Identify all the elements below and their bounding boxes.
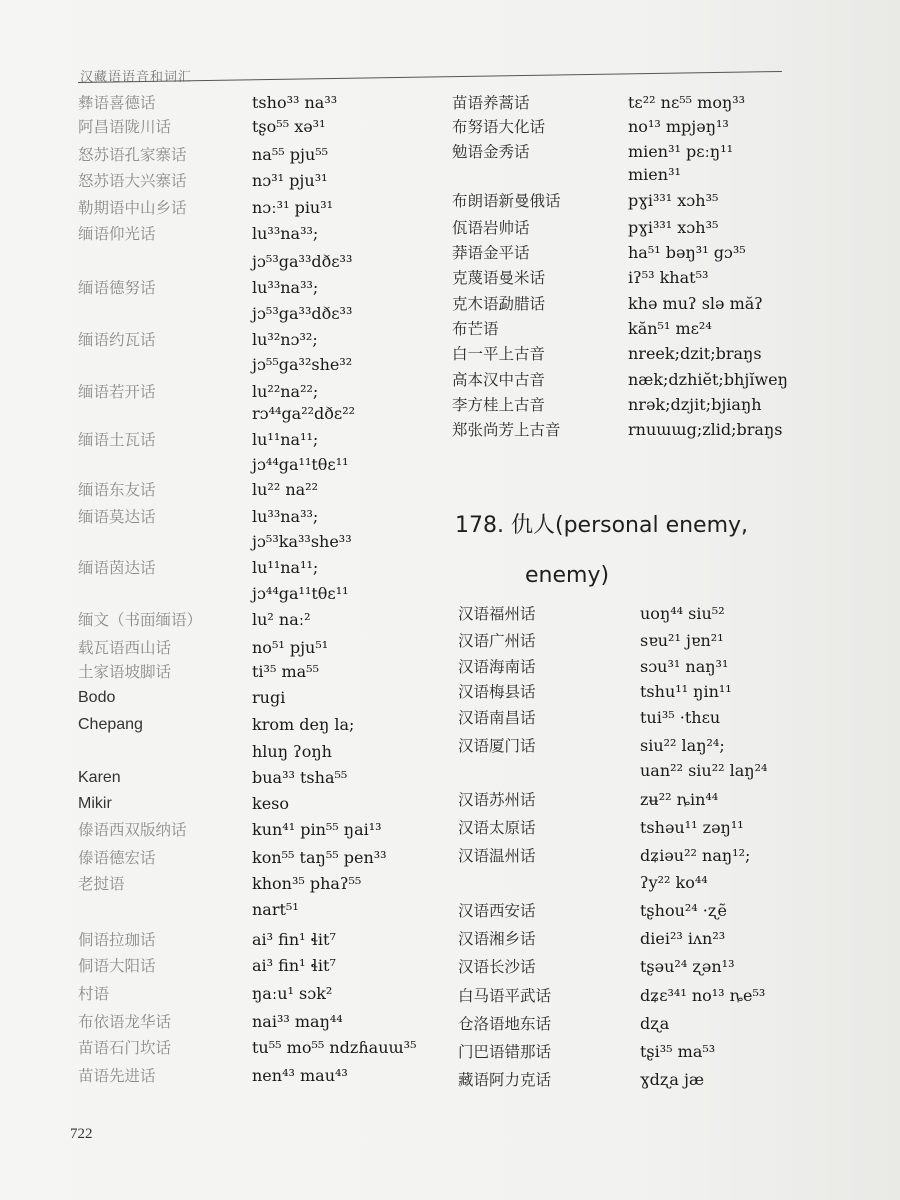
enemy-entry-label: 汉语厦门话 <box>458 737 536 755</box>
left-entry-value: jɔ⁵⁵ga³²she³² <box>252 355 353 374</box>
enemy-entry-value: zʉ²² ȵin⁴⁴ <box>640 790 719 809</box>
left-entry-value: keso <box>252 794 290 813</box>
left-entry-value: ai³ fin¹ ɬit⁷ <box>252 930 336 949</box>
right-entry-label: 白一平上古音 <box>452 345 546 363</box>
enemy-entry-value: ʔy²² ko⁴⁴ <box>640 873 708 892</box>
enemy-entry-label: 藏语阿力克话 <box>458 1071 552 1089</box>
right-entry-value: iʔ⁵³ khat⁵³ <box>628 268 709 287</box>
left-entry-label: 缅语东友话 <box>78 481 156 499</box>
left-entry-label: 侗语大阳话 <box>78 957 156 975</box>
right-entry-value: nreek;dzit;braŋs <box>628 344 762 363</box>
right-entry-value: no¹³ mpjəŋ¹³ <box>628 117 729 136</box>
left-entry-value: na⁵⁵ pju⁵⁵ <box>252 145 329 164</box>
right-entry-value: pɣi³³¹ xɔh³⁵ <box>628 218 719 237</box>
right-entry-label: 佤语岩帅话 <box>452 219 530 237</box>
running-head: 汉藏语语音和词汇 <box>80 70 193 85</box>
left-entry-label: 苗语先进话 <box>78 1067 156 1085</box>
left-entry-label: Bodo <box>78 689 116 706</box>
enemy-entry-value: tshu¹¹ ŋin¹¹ <box>640 682 732 701</box>
left-entry-value: khon³⁵ phaʔ⁵⁵ <box>252 874 362 893</box>
enemy-entry-value: ɣdʐa jæ <box>640 1070 705 1089</box>
left-entry-value: ai³ fin¹ ɬit⁷ <box>252 956 336 975</box>
left-entry-value: jɔ⁵³ga³³dðɛ³³ <box>252 304 353 323</box>
enemy-entry-value: dʐa <box>640 1014 670 1033</box>
section-heading-cont <box>525 563 609 588</box>
left-entry-label: Chepang <box>78 716 143 733</box>
right-entry-value: khə muʔ slə măʔ <box>628 294 763 313</box>
left-entry-label: 怒苏语大兴寨话 <box>78 172 187 190</box>
left-entry-value: tʂo⁵⁵ xə³¹ <box>252 117 326 136</box>
left-entry-value: kun⁴¹ pin⁵⁵ ŋai¹³ <box>252 820 382 839</box>
right-entry-value: næk;dzhiĕt;bhjĭweŋ <box>628 370 788 389</box>
left-entry-value: lu³³na³³; <box>252 278 319 297</box>
left-entry-value: lu¹¹na¹¹; <box>252 430 319 449</box>
left-entry-value: krom deŋ la; <box>252 715 355 734</box>
enemy-entry-value: dʑɛ³⁴¹ no¹³ ȵe⁵³ <box>640 986 766 1005</box>
enemy-entry-label: 白马语平武话 <box>458 987 552 1005</box>
left-entry-value: ti³⁵ ma⁵⁵ <box>252 662 319 681</box>
right-entry-label: 高本汉中古音 <box>452 371 546 389</box>
left-entry-label: 缅语茵达话 <box>78 559 156 577</box>
right-entry-label: 李方桂上古音 <box>452 396 546 414</box>
enemy-entry-value: dʑiəu²² naŋ¹²; <box>640 846 751 865</box>
enemy-entry-label: 汉语广州话 <box>458 632 536 650</box>
left-entry-value: no⁵¹ pju⁵¹ <box>252 638 329 657</box>
right-entry-value: ha⁵¹ bəŋ³¹ gɔ³⁵ <box>628 243 746 262</box>
enemy-entry-label: 汉语南昌话 <box>458 709 536 727</box>
right-entry-label: 郑张尚芳上古音 <box>452 421 561 439</box>
section-title-zh: 仇人 <box>510 513 555 538</box>
enemy-entry-value: tshəu¹¹ zəŋ¹¹ <box>640 818 744 837</box>
right-entry-label: 布努语大化话 <box>452 118 546 136</box>
enemy-entry-value: sɐu²¹ jɐn²¹ <box>640 631 724 650</box>
right-entry-label: 苗语养蒿话 <box>452 94 530 112</box>
section-title-en-2: enemy) <box>525 563 610 588</box>
left-entry-value: lu³³na³³; <box>252 507 319 526</box>
enemy-entry-value: tʂhou²⁴ ·ʐẽ <box>640 901 727 920</box>
left-entry-value: jɔ⁵³ka³³she³³ <box>252 532 352 551</box>
enemy-entry-value: tʂi³⁵ ma⁵³ <box>640 1042 716 1061</box>
enemy-entry-label: 仓洛语地东话 <box>458 1015 552 1033</box>
enemy-entry-label: 汉语太原话 <box>458 819 536 837</box>
right-entry-value: mien³¹ <box>628 165 681 184</box>
left-entry-label: Karen <box>78 769 121 786</box>
left-entry-label: 侗语拉珈话 <box>78 931 156 949</box>
left-entry-value: jɔ⁴⁴ga¹¹tθɛ¹¹ <box>252 455 349 474</box>
left-entry-label: 缅语德努话 <box>78 279 156 297</box>
left-entry-value: lu²²na²²; <box>252 382 319 401</box>
section-heading <box>455 508 748 539</box>
left-entry-label: 载瓦语西山话 <box>78 639 172 657</box>
enemy-entry-label: 汉语湘乡话 <box>458 930 536 948</box>
left-entry-label: 傣语西双版纳话 <box>78 821 187 839</box>
left-entry-label: 布依语龙华话 <box>78 1013 172 1031</box>
enemy-entry-label: 汉语苏州话 <box>458 791 536 809</box>
enemy-entry-value: sɔu³¹ naŋ³¹ <box>640 657 729 676</box>
enemy-entry-value: uoŋ⁴⁴ siu⁵² <box>640 604 725 623</box>
left-entry-label: 阿昌语陇川话 <box>78 118 172 136</box>
left-entry-label: 勒期语中山乡话 <box>78 199 187 217</box>
left-entry-value: jɔ⁵³ga³³dðɛ³³ <box>252 252 353 271</box>
left-entry-label: 苗语石门坎话 <box>78 1039 172 1057</box>
left-entry-label: 彝语喜德话 <box>78 94 156 112</box>
left-entry-value: bua³³ tsha⁵⁵ <box>252 768 348 787</box>
left-entry-label: Mikir <box>78 795 112 812</box>
left-entry-value: nɔ³¹ pju³¹ <box>252 171 328 190</box>
right-entry-value: nrək;dzjit;bjiaŋh <box>628 395 762 414</box>
left-entry-label: 缅语莫达话 <box>78 508 156 526</box>
enemy-entry-value: tui³⁵ ·thɛu <box>640 708 721 727</box>
left-entry-label: 缅语土瓦话 <box>78 431 156 449</box>
enemy-entry-label: 汉语梅县话 <box>458 683 536 701</box>
left-entry-value: lu³³na³³; <box>252 224 319 243</box>
left-entry-label: 缅语仰光话 <box>78 225 156 243</box>
right-entry-label: 布朗语新曼俄话 <box>452 192 561 210</box>
left-entry-label: 缅语约瓦话 <box>78 331 156 349</box>
right-entry-value: rnuɯɯg;zlid;braŋs <box>628 420 783 439</box>
left-entry-value: hluŋ ʔoŋh <box>252 742 332 761</box>
left-entry-label: 村语 <box>78 985 110 1003</box>
left-entry-value: rugi <box>252 688 286 707</box>
left-entry-value: nɔː³¹ piu³¹ <box>252 198 334 217</box>
left-entry-value: kon⁵⁵ taŋ⁵⁵ pen³³ <box>252 848 387 867</box>
right-entry-label: 勉语金秀话 <box>452 143 530 161</box>
left-entry-value: lu² naː² <box>252 610 311 629</box>
right-entry-label: 布芒语 <box>452 320 499 338</box>
enemy-entry-label: 汉语海南话 <box>458 658 536 676</box>
enemy-entry-label: 汉语福州话 <box>458 605 536 623</box>
left-entry-value: nart⁵¹ <box>252 900 299 919</box>
left-entry-value: rɔ⁴⁴ga²²dðɛ²² <box>252 404 356 423</box>
section-title-en-1: (personal enemy, <box>555 513 749 538</box>
left-entry-label: 缅语若开话 <box>78 383 156 401</box>
left-entry-value: lu³²nɔ³²; <box>252 330 318 349</box>
left-entry-value: nai³³ maŋ⁴⁴ <box>252 1012 343 1031</box>
left-entry-value: ŋaːu¹ sɔk² <box>252 984 333 1003</box>
right-entry-label: 莽语金平话 <box>452 244 530 262</box>
left-entry-value: tsho³³ na³³ <box>252 93 338 112</box>
enemy-entry-label: 汉语长沙话 <box>458 958 536 976</box>
enemy-entry-value: siu²² laŋ²⁴; <box>640 736 725 755</box>
enemy-entry-label: 门巴语错那话 <box>458 1043 552 1061</box>
left-entry-value: jɔ⁴⁴ga¹¹tθɛ¹¹ <box>252 584 349 603</box>
left-entry-value: lu¹¹na¹¹; <box>252 558 319 577</box>
page-number: 722 <box>70 1126 93 1142</box>
enemy-entry-value: diei²³ iʌn²³ <box>640 929 726 948</box>
enemy-entry-value: tʂəu²⁴ ʐən¹³ <box>640 957 735 976</box>
enemy-entry-label: 汉语温州话 <box>458 847 536 865</box>
right-entry-value: pɣi³³¹ xɔh³⁵ <box>628 191 719 210</box>
left-entry-value: nen⁴³ mau⁴³ <box>252 1066 348 1085</box>
right-entry-value: mien³¹ pɛːŋ¹¹ <box>628 142 734 161</box>
left-entry-label: 傣语德宏话 <box>78 849 156 867</box>
left-entry-value: tu⁵⁵ mo⁵⁵ ndzɦauɯ³⁵ <box>252 1038 417 1057</box>
enemy-entry-value: uan²² siu²² laŋ²⁴ <box>640 761 768 780</box>
right-entry-value: tɛ²² nɛ⁵⁵ moŋ³³ <box>628 93 746 112</box>
left-entry-label: 怒苏语孔家寨话 <box>78 146 187 164</box>
section-number: 178. <box>455 513 504 538</box>
enemy-entry-label: 汉语西安话 <box>458 902 536 920</box>
left-entry-label: 老挝语 <box>78 875 125 893</box>
left-entry-label: 土家语坡脚话 <box>78 663 172 681</box>
left-entry-label: 缅文（书面缅语） <box>78 611 203 629</box>
right-entry-label: 克蔑语曼米话 <box>452 269 546 287</box>
right-entry-value: kăn⁵¹ mɛ²⁴ <box>628 319 712 338</box>
left-entry-value: lu²² na²² <box>252 480 319 499</box>
right-entry-label: 克木语勐腊话 <box>452 295 546 313</box>
